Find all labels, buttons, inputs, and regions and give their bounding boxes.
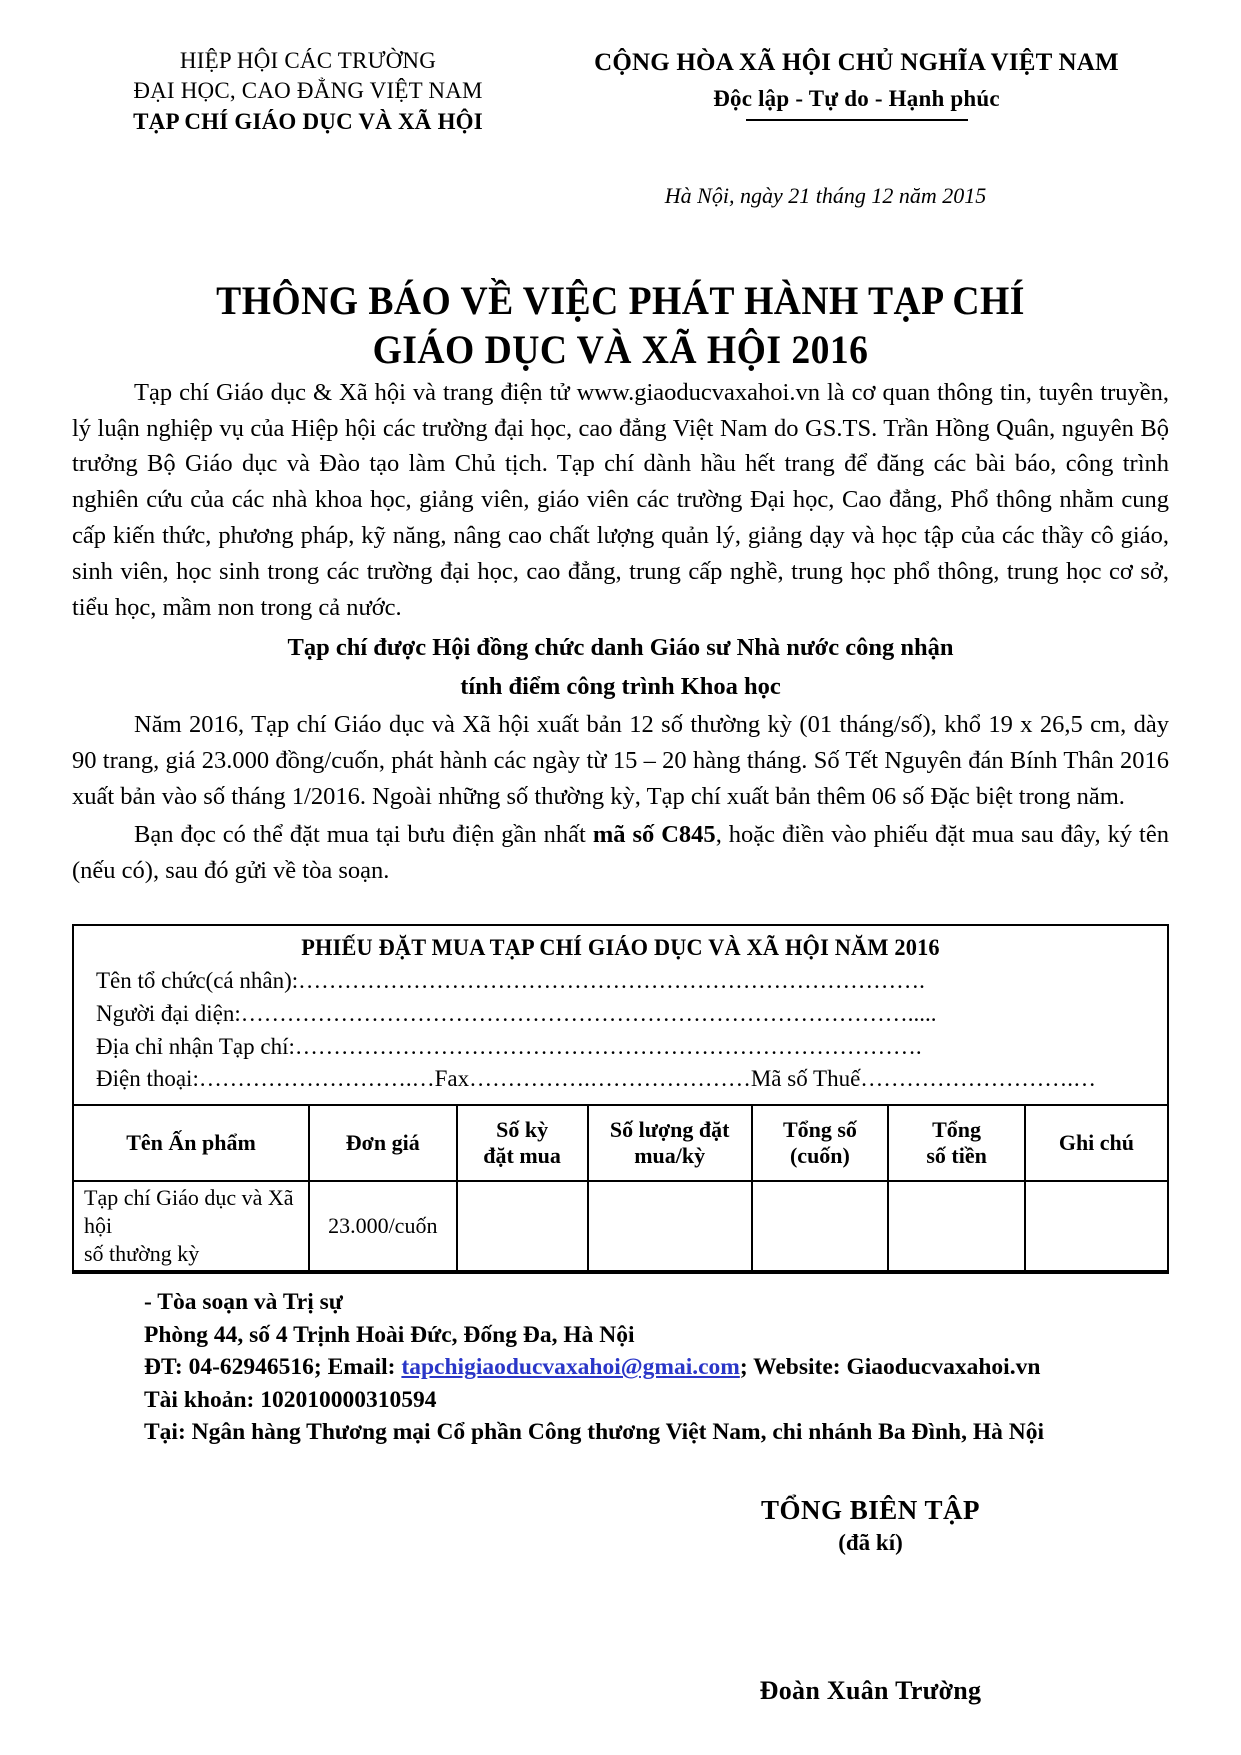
document-body	[0, 375, 1241, 889]
order-form-fields	[74, 965, 1167, 1104]
contact-bank-account: Tài khoản: 102010000310594	[144, 1386, 437, 1413]
contact-website-label: ; Website: Giaoducvaxahoi.vn	[739, 1354, 1041, 1381]
cell-periods[interactable]	[457, 1181, 588, 1271]
journal-name-line: TẠP CHÍ GIÁO DỤC VÀ XÃ HỘI	[133, 108, 483, 134]
col-header-periods	[457, 1105, 588, 1181]
document-masthead	[0, 0, 1241, 137]
contact-address: Phòng 44, số 4 Trịnh Hoài Đức, Đống Đa, Hà Nội	[144, 1321, 635, 1348]
order-form-box	[72, 924, 1169, 1274]
field-phone-fax-tax[interactable]: Điện thoại:……………………….…Fax…………….…………………Mã số Thuế……………………….…	[96, 1066, 1097, 1092]
recognition-line-1: Tạp chí được Hội đồng chức danh Giáo sư Nhà nước công nhận	[287, 633, 954, 661]
instructions-text-part-1: Bạn đọc có thể đặt mua tại bưu điện gần nhất	[134, 820, 593, 848]
publication-details-paragraph: Năm 2016, Tạp chí Giáo dục và Xã hội xuất bản 12 số thường kỳ (01 tháng/số), khổ 19 x 26,5 cm, dày 90 trang, giá 23.000 đồng/cuốn, phát hành các ngày từ 15 – 20 hàng tháng. Số Tết Nguyên đán Bính Thân 2016 xuất bản vào số tháng 1/2016. Ngoài những số thường kỳ, Tạp chí xuất bản thêm 06 số Đặc biệt trong năm.	[72, 710, 1169, 810]
col-header-product	[74, 1105, 309, 1181]
col-header-note-line-1: Ghi chú	[1058, 1129, 1135, 1155]
national-motto: Độc lập - Tự do - Hạnh phúc	[713, 85, 1000, 111]
col-header-total-money	[888, 1105, 1025, 1181]
subscription-instructions-paragraph	[72, 817, 1169, 889]
col-header-total-copies-line-2: (cuốn)	[789, 1143, 850, 1169]
motto-underline-rule	[746, 119, 968, 121]
national-title: CỘNG HÒA XÃ HỘI CHỦ NGHĨA VIỆT NAM	[594, 49, 1119, 76]
cell-unit-price: 23.000/cuốn	[309, 1181, 457, 1271]
signature-name: Đoàn Xuân Trường	[759, 1675, 982, 1705]
signature-role-title: TỔNG BIÊN TẬP	[760, 1494, 981, 1525]
national-heading-block	[532, 46, 1181, 121]
col-header-quantity-line-2: mua/kỳ	[634, 1143, 706, 1169]
col-header-periods-line-2: đặt mua	[483, 1143, 561, 1169]
field-organization-name[interactable]: Tên tổ chức(cá nhân):……………………………………………………………………….	[96, 968, 925, 994]
cell-note[interactable]	[1025, 1181, 1167, 1271]
cell-quantity[interactable]	[588, 1181, 752, 1271]
order-table	[74, 1104, 1167, 1272]
page-title-line-1: THÔNG BÁO VỀ VIỆC PHÁT HÀNH TẠP CHÍ	[216, 278, 1025, 324]
contact-block	[72, 1286, 1169, 1448]
intro-paragraph: Tạp chí Giáo dục & Xã hội và trang điện tử www.giaoducvaxahoi.vn là cơ quan thông tin, tuyên truyền, lý luận nghiệp vụ của Hiệp hội các trường đại học, cao đẳng Việt Nam do GS.TS. Trần Hồng Quân, nguyên Bộ trưởng Bộ Giáo dục và Đào tạo làm Chủ tịch. Tạp chí dành hầu hết trang để đăng các bài báo, công trình nghiên cứu của các nhà khoa học, giảng viên, giáo viên các trường Đại học, Cao đẳng, Phổ thông nhằm cung cấp kiến thức, phương pháp, kỹ năng, nâng cao chất lượng quản lý, giảng dạy và học tập của các thầy cô giáo, sinh viên, học sinh trong các trường đại học, cao đẳng, trung cấp nghề, trung học phổ thông, trung học cơ sở, tiểu học, mầm non trong cả nước.	[72, 378, 1169, 622]
org-name-line-2: ĐẠI HỌC, CAO ĐẲNG VIỆT NAM	[133, 78, 483, 104]
col-header-total-copies	[752, 1105, 889, 1181]
recognition-line-2: tính điểm công trình Khoa học	[460, 673, 781, 701]
cell-product-name-line-2: số thường kỳ	[84, 1241, 200, 1267]
order-table-body	[74, 1181, 1167, 1271]
col-header-unit-price	[309, 1105, 457, 1181]
contact-office-label: - Tòa soạn và Trị sự	[144, 1289, 343, 1316]
col-header-total-money-line-1: Tổng	[932, 1116, 982, 1142]
cell-total-copies[interactable]	[752, 1181, 889, 1271]
subscription-code: mã số C845	[592, 820, 716, 848]
col-header-quantity	[588, 1105, 752, 1181]
field-representative[interactable]: Người đại diện:…………………………………………………………………………….....	[96, 1001, 937, 1027]
contact-email-link[interactable]: tapchigiaoducvaxahoi@gmai.com	[401, 1354, 740, 1381]
cell-total-money[interactable]	[888, 1181, 1025, 1271]
col-header-product-line-1: Tên Ấn phẩm	[126, 1129, 256, 1155]
order-form-title: PHIẾU ĐẶT MUA TẠP CHÍ GIÁO DỤC VÀ XÃ HỘI NĂM 2016	[301, 935, 940, 961]
contact-phone-email-website	[144, 1351, 1169, 1383]
contact-bank-name: Tại: Ngân hàng Thương mại Cổ phần Công thương Việt Nam, chi nhánh Ba Đình, Hà Nội	[144, 1419, 1045, 1446]
date-line: Hà Nội, ngày 21 tháng 12 năm 2015	[664, 183, 987, 209]
issuing-organization-block	[98, 46, 518, 137]
signature-block	[0, 1495, 1241, 1706]
col-header-quantity-line-1: Số lượng đặt	[609, 1116, 730, 1142]
signature-signed-note: (đã kí)	[838, 1529, 903, 1555]
col-header-unit-price-line-1: Đơn giá	[345, 1129, 420, 1155]
page-title-line-2: GIÁO DỤC VÀ XÃ HỘI 2016	[372, 326, 869, 372]
instructions-text-part-2: , hoặc điền vào phiếu đặt mua sau đây, ký tên (nếu có), sau đó gửi về tòa soạn.	[72, 820, 1169, 884]
col-header-total-money-line-2: số tiền	[926, 1143, 987, 1169]
col-header-periods-line-1: Số kỳ	[496, 1116, 549, 1142]
page-title	[37, 277, 1204, 375]
table-row	[74, 1181, 1167, 1271]
order-table-head	[74, 1105, 1167, 1181]
cell-product-name-line-1: Tạp chí Giáo dục và Xã hội	[84, 1185, 294, 1239]
org-name-line-1: HIỆP HỘI CÁC TRƯỜNG	[179, 48, 437, 73]
col-header-note	[1025, 1105, 1167, 1181]
contact-phone-label: ĐT: 04-62946516; Email:	[144, 1354, 402, 1381]
col-header-total-copies-line-1: Tổng số	[782, 1116, 857, 1142]
cell-product-name	[74, 1181, 309, 1271]
order-table-header-row	[74, 1105, 1167, 1181]
field-delivery-address[interactable]: Địa chỉ nhận Tạp chí:……………………………………………………………………….	[96, 1033, 922, 1059]
